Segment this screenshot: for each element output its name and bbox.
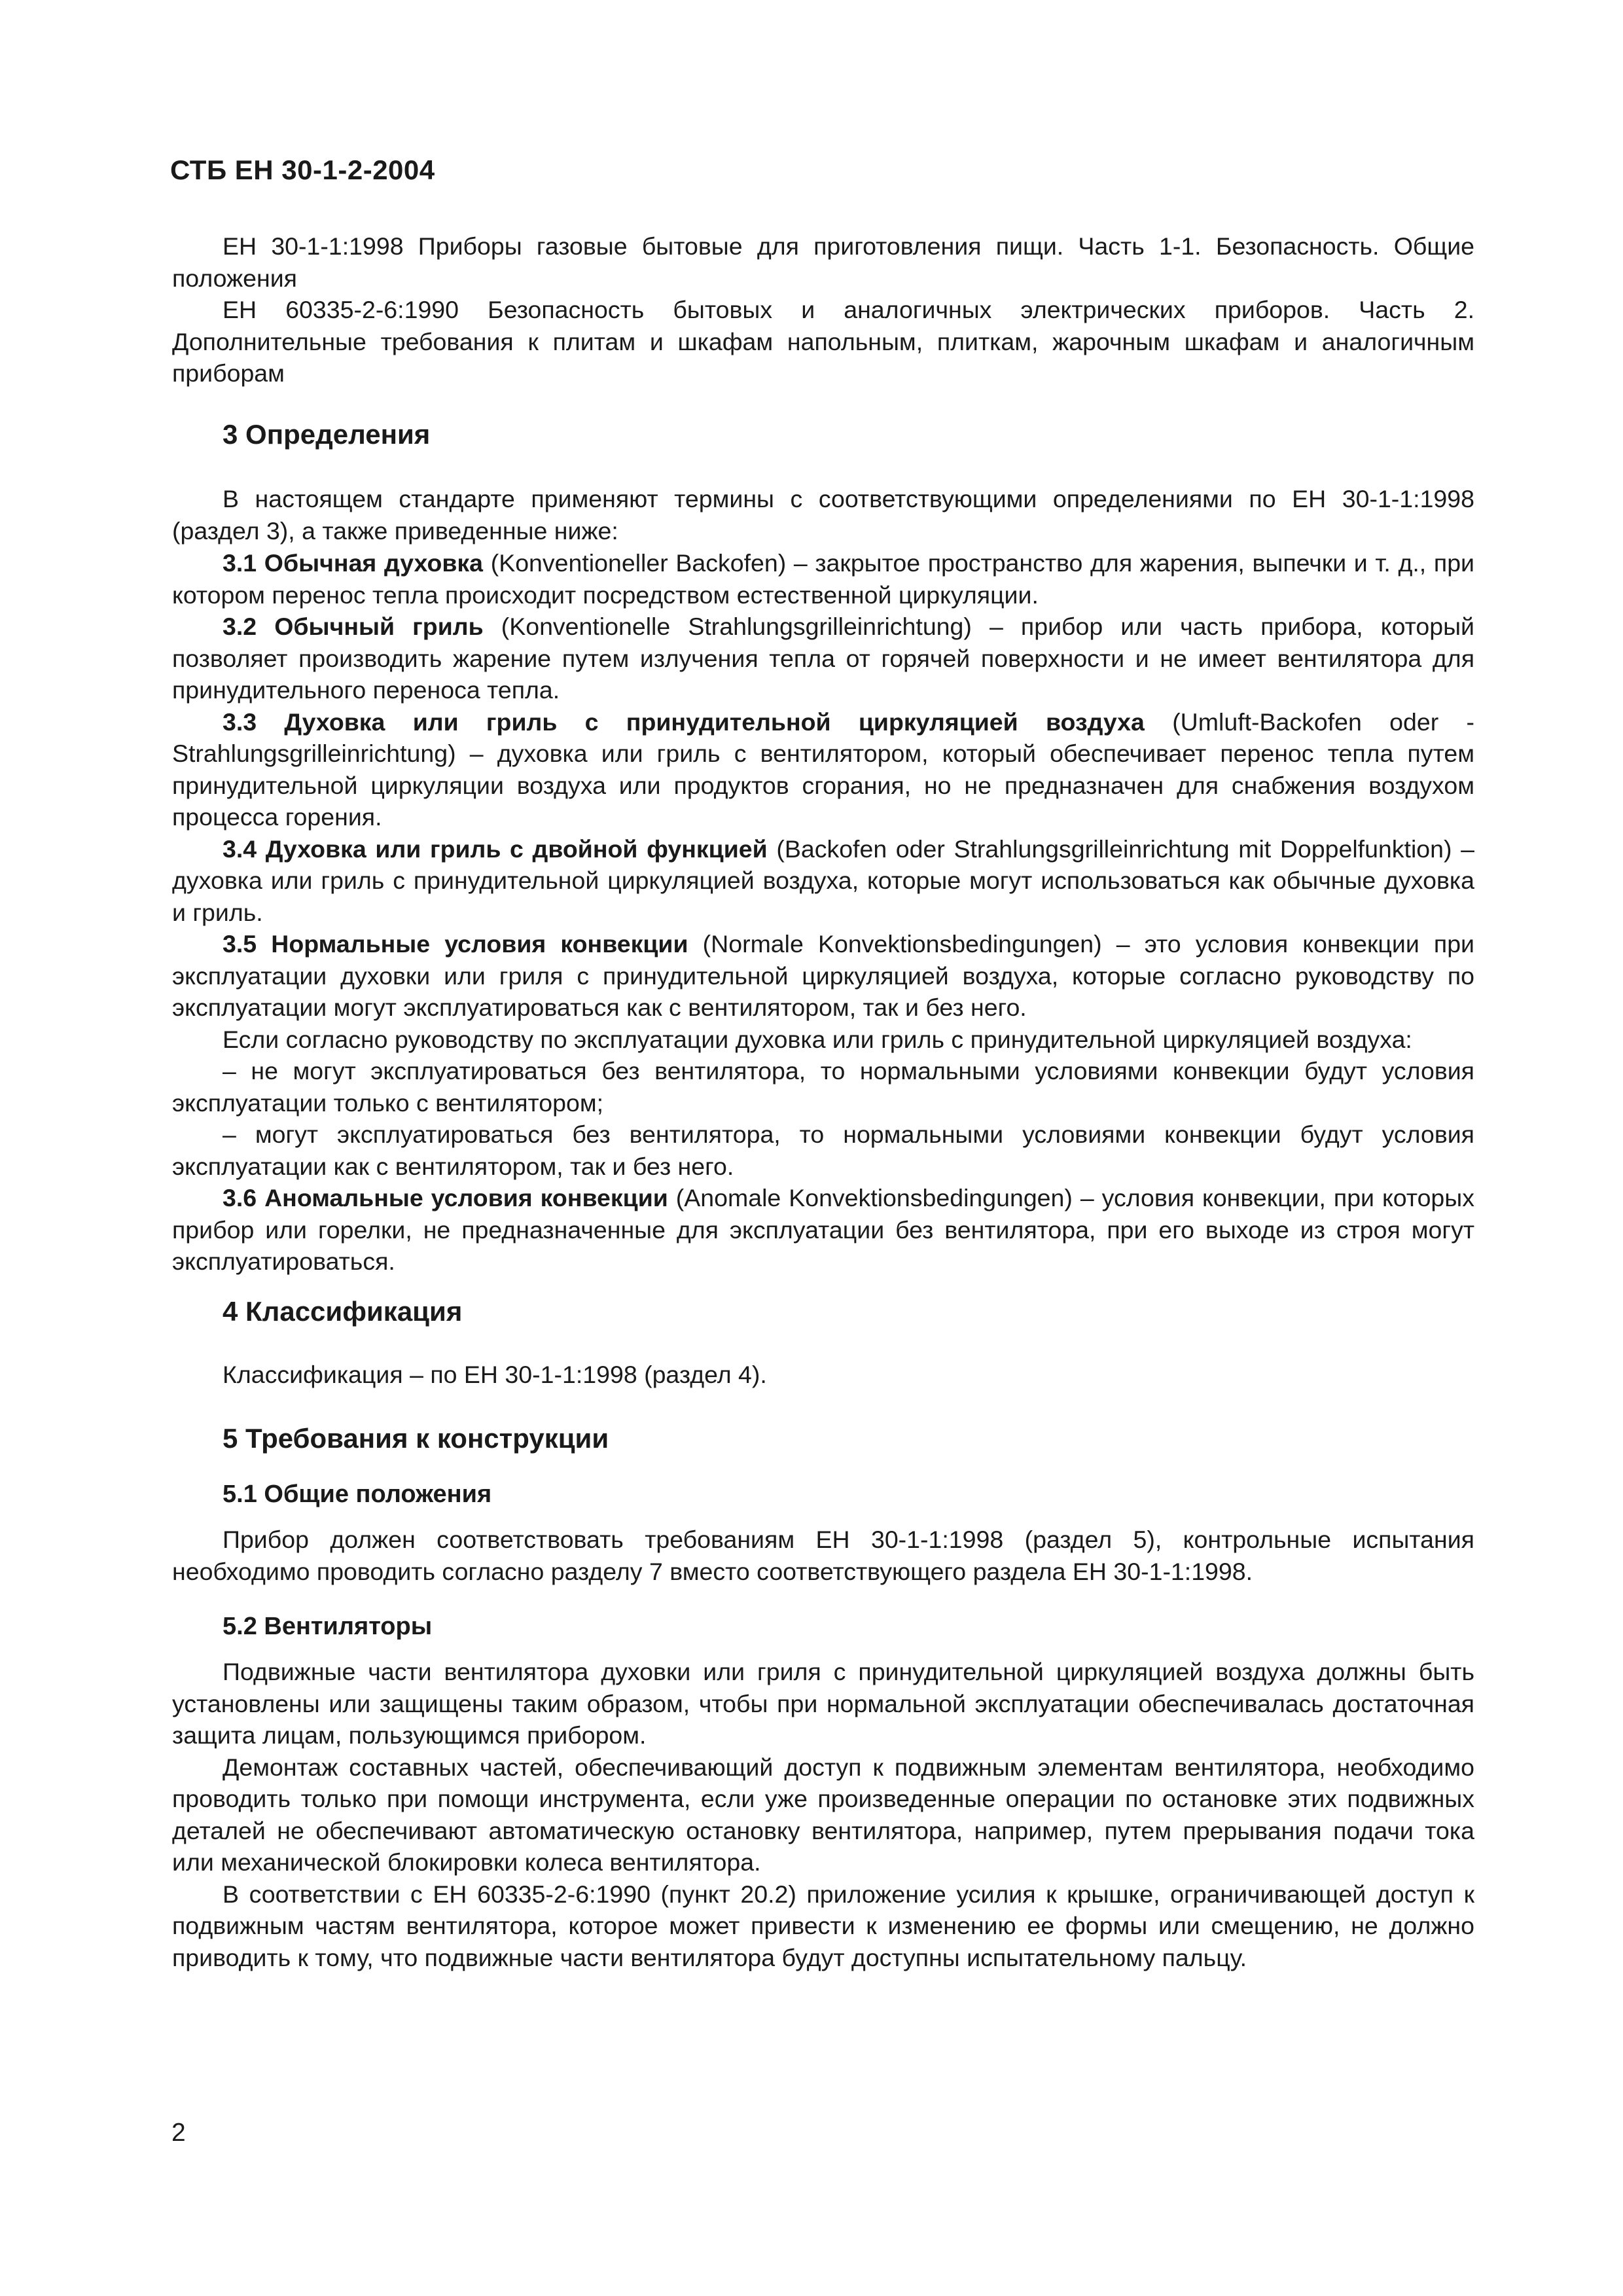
definition-term: 3.6 Аномальные условия конвекции bbox=[223, 1184, 668, 1211]
definition-term: 3.1 Обычная духовка bbox=[223, 549, 484, 577]
definition-term: 3.5 Нормальные условия конвекции bbox=[223, 930, 688, 958]
definition-3-6 bbox=[172, 1182, 1474, 1278]
page-number: 2 bbox=[171, 2119, 186, 2147]
definition-text: (Anomale Konvektionsbedingungen) – условия конвекции, при которых прибор или горелки, не предназначенные для эксплуатации без вентилятора, при его выходе из строя могут эксплуатироваться. bbox=[172, 1184, 1474, 1275]
subsection-fans-body bbox=[172, 1656, 1474, 1973]
reference-item: ЕН 60335-2-6:1990 Безопасность бытовых и аналогичных электрических приборов. Часть 2. Дополнительные требования к плитам и шкафам напольным, плиткам, жарочным шкафам и аналогичным приборам bbox=[172, 296, 1474, 387]
definition-3-5-note: Если согласно руководству по эксплуатации духовка или гриль с принудительной циркуляцией воздуха: bbox=[223, 1025, 1412, 1053]
definition-3-2 bbox=[172, 611, 1474, 706]
reference-item: ЕН 30-1-1:1998 Приборы газовые бытовые для приготовления пищи. Часть 1-1. Безопасность. Общие положения bbox=[172, 232, 1474, 292]
section-heading-classification: 4 Классификация bbox=[223, 1296, 463, 1327]
normative-references bbox=[172, 230, 1474, 389]
paragraph: Демонтаж составных частей, обеспечивающий доступ к подвижным элементам вентилятора, необходимо проводить только при помощи инструмента, если уже произведенные операции по остановке этих подвижных деталей не обеспечивают автоматическую остановку вентилятора, например, путем прерывания подачи тока или механической блокировки колеса вентилятора. bbox=[172, 1753, 1474, 1876]
definition-3-5-item: – могут эксплуатироваться без вентилятора, то нормальными условиями конвекции будут условия эксплуатации как с вентилятором, так и без него. bbox=[172, 1121, 1474, 1180]
definition-text: (Backofen oder Strahlungsgrilleinrichtung mit Doppelfunktion) – духовка или гриль с принудительной циркуляцией воздуха, которые могут использоваться как обычные духовка и гриль. bbox=[172, 834, 1474, 926]
intro-paragraph: В настоящем стандарте применяют термины с соответствующими определениями по ЕН 30-1-1:1998 (раздел 3), а также приведенные ниже: bbox=[172, 485, 1474, 545]
definition-3-4 bbox=[172, 833, 1474, 929]
paragraph: В соответствии с ЕН 60335-2-6:1990 (пункт 20.2) приложение усилия к крышке, ограничивающей доступ к подвижным частям вентилятора, которое может привести к изменению ее формы или смещению, не должно приводить к тому, что подвижные части вентилятора будут доступны испытательному пальцу. bbox=[172, 1880, 1474, 1971]
definitions-intro bbox=[172, 483, 1474, 547]
subsection-heading-general: 5.1 Общие положения bbox=[223, 1480, 492, 1508]
document-id: СТБ ЕН 30-1-2-2004 bbox=[170, 154, 435, 185]
section-heading-definitions: 3 Определения bbox=[223, 419, 431, 450]
subsection-general-body bbox=[172, 1524, 1474, 1587]
definition-text: (Normale Konvektionsbedingungen) – это условия конвекции при эксплуатации духовки или гриля с принудительной циркуляцией воздуха, которые согласно руководству по эксплуатации могут эксплуатироваться как с вентилятором, так и без него. bbox=[172, 930, 1474, 1021]
definition-term: 3.2 Обычный гриль bbox=[223, 613, 484, 640]
definition-3-1 bbox=[172, 547, 1474, 611]
definition-term: 3.4 Духовка или гриль с двойной функцией bbox=[223, 834, 768, 863]
paragraph: Подвижные части вентилятора духовки или гриля с принудительной циркуляцией воздуха должны быть установлены или защищены таким образом, чтобы при нормальной эксплуатации обеспечивалась достаточная защита лицам, пользующимся прибором. bbox=[172, 1658, 1474, 1749]
definitions-list bbox=[172, 547, 1474, 1278]
definition-term: 3.3 Духовка или гриль с принудительной циркуляцией воздуха bbox=[223, 708, 1145, 736]
section-heading-design-requirements: 5 Требования к конструкции bbox=[223, 1423, 609, 1454]
paragraph: Прибор должен соответствовать требованиям ЕН 30-1-1:1998 (раздел 5), контрольные испытания необходимо проводить согласно разделу 7 вместо соответствующего раздела ЕН 30-1-1:1998. bbox=[172, 1526, 1474, 1585]
subsection-heading-fans: 5.2 Вентиляторы bbox=[223, 1613, 433, 1640]
classification-text: Классификация – по ЕН 30-1-1:1998 (раздел 4). bbox=[223, 1361, 767, 1388]
definition-3-5-item: – не могут эксплуатироваться без вентилятора, то нормальными условиями конвекции будут условия эксплуатации только с вентилятором; bbox=[172, 1057, 1474, 1117]
definition-3-5 bbox=[172, 928, 1474, 1024]
definition-text: (Umluft-Backofen oder -Strahlungsgrilleinrichtung) – духовка или гриль с вентилятором, который обеспечивает перенос тепла путем принудительной циркуляции воздуха или продуктов сгорания, но не предназначен для снабжения воздухом процесса горения. bbox=[172, 708, 1474, 831]
definition-text: (Konventioneller Backofen) – закрытое пространство для жарения, выпечки и т. д., при котором перенос тепла происходит посредством естественной циркуляции. bbox=[172, 549, 1474, 609]
definition-3-3 bbox=[172, 706, 1474, 833]
definition-text: (Konventionelle Strahlungsgrilleinrichtung) – прибор или часть прибора, который позволяет производить жарение путем излучения тепла от горячей поверхности и не имеет вентилятора для принудительного переноса тепла. bbox=[172, 613, 1474, 704]
